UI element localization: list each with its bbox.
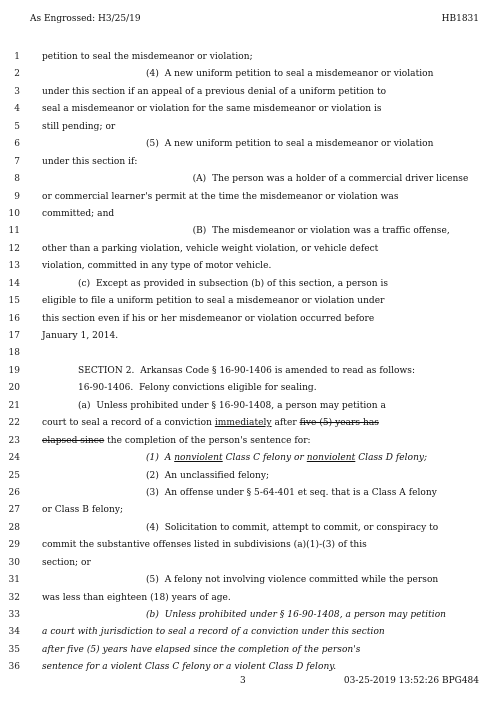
line-segment: Class C felony or bbox=[222, 453, 307, 464]
line-segment: under this section if an appeal of a previous denial of a uniform petition to bbox=[42, 86, 387, 97]
line-segment: 16-90-1406. Felony convictions eligible for sealing. bbox=[78, 383, 317, 394]
line-number: 20 bbox=[8, 383, 20, 394]
line-text bbox=[42, 66, 481, 83]
line-text bbox=[42, 223, 481, 240]
struck-text: five (5) years has bbox=[299, 418, 379, 429]
line-number: 3 bbox=[14, 86, 20, 97]
line-segment: eligible to file a uniform petition to seal a misdemeanor or violation under bbox=[42, 296, 385, 307]
line-segment: (a) Unless prohibited under § 16-90-1408, a person may petition a bbox=[78, 400, 386, 411]
line-number: 4 bbox=[14, 104, 20, 115]
line-number: 9 bbox=[14, 191, 20, 202]
line-number: 35 bbox=[8, 644, 20, 655]
line-text bbox=[42, 119, 481, 136]
line-text bbox=[42, 398, 481, 415]
line-segment: under this section if: bbox=[42, 156, 138, 167]
line-text bbox=[42, 450, 481, 467]
line-segment: (5) A felony not involving violence committed while the person bbox=[146, 575, 439, 586]
document-line bbox=[0, 206, 495, 223]
line-text bbox=[42, 311, 481, 328]
line-segment: violation, committed in any type of motor vehicle. bbox=[42, 261, 272, 272]
line-segment: still pending; or bbox=[42, 121, 116, 132]
line-number: 21 bbox=[8, 400, 20, 411]
line-text bbox=[42, 136, 481, 153]
line-text bbox=[42, 555, 481, 572]
line-number: 26 bbox=[8, 487, 20, 498]
document-line bbox=[0, 276, 495, 293]
line-text bbox=[42, 433, 481, 450]
line-segment: SECTION 2. Arkansas Code § 16-90-1406 is amended to read as follows: bbox=[78, 365, 416, 376]
line-segment: (4) Solicitation to commit, attempt to commit, or conspiracy to bbox=[146, 522, 439, 533]
line-text bbox=[42, 276, 481, 293]
document-line bbox=[0, 468, 495, 485]
line-text bbox=[42, 468, 481, 485]
document-line bbox=[0, 154, 495, 171]
line-number: 1 bbox=[14, 52, 20, 62]
document-line bbox=[0, 607, 495, 624]
line-number: 32 bbox=[8, 592, 20, 603]
document-line bbox=[0, 328, 495, 345]
line-segment: after five (5) years have elapsed since the completion of the person's bbox=[42, 644, 361, 655]
line-segment: (b) Unless prohibited under § 16-90-1408, a person may petition bbox=[146, 610, 447, 620]
document-line bbox=[0, 189, 495, 206]
line-segment: or commercial learner's permit at the time the misdemeanor or violation was bbox=[42, 191, 399, 202]
document-line bbox=[0, 450, 495, 467]
line-segment: or Class B felony; bbox=[42, 505, 124, 516]
document-line bbox=[0, 537, 495, 554]
document-line bbox=[0, 49, 495, 66]
line-number: 10 bbox=[8, 208, 20, 219]
line-text bbox=[42, 189, 481, 206]
line-segment: Class D felony; bbox=[355, 453, 428, 464]
line-text bbox=[42, 101, 481, 118]
line-number: 8 bbox=[14, 174, 20, 185]
line-segment: January 1, 2014. bbox=[42, 331, 119, 341]
line-text bbox=[42, 363, 481, 380]
document-line bbox=[0, 119, 495, 136]
document-line bbox=[0, 223, 495, 240]
document-line bbox=[0, 311, 495, 328]
line-text bbox=[42, 154, 481, 171]
line-text bbox=[42, 624, 481, 641]
line-number: 33 bbox=[8, 610, 20, 620]
document-line bbox=[0, 415, 495, 432]
line-number: 12 bbox=[8, 243, 20, 254]
document-line bbox=[0, 241, 495, 258]
document-line bbox=[0, 84, 495, 101]
line-text bbox=[42, 485, 481, 502]
line-number: 15 bbox=[8, 296, 20, 307]
line-number: 6 bbox=[14, 139, 20, 150]
document-line bbox=[0, 363, 495, 380]
line-number: 34 bbox=[8, 627, 20, 638]
line-number: 31 bbox=[8, 575, 20, 586]
line-number: 5 bbox=[14, 121, 20, 132]
line-number: 7 bbox=[14, 156, 20, 167]
line-number: 19 bbox=[8, 365, 20, 376]
line-text bbox=[42, 49, 481, 66]
line-segment: a court with jurisdiction to seal a record of a conviction under this section bbox=[42, 627, 385, 638]
line-segment: commit the substantive offenses listed in subdivisions (a)(1)-(3) of this bbox=[42, 540, 367, 551]
line-segment: (3) An offense under § 5-64-401 et seq. that is a Class A felony bbox=[146, 487, 437, 498]
inserted-text: nonviolent bbox=[306, 453, 356, 464]
document-line bbox=[0, 136, 495, 153]
inserted-text: nonviolent bbox=[174, 453, 223, 464]
line-text bbox=[42, 537, 481, 554]
line-number: 22 bbox=[8, 418, 20, 429]
line-number: 29 bbox=[8, 540, 20, 551]
document-line bbox=[0, 66, 495, 83]
line-text bbox=[42, 659, 481, 676]
document-line bbox=[0, 590, 495, 607]
line-number: 30 bbox=[8, 557, 20, 568]
line-text bbox=[42, 607, 481, 624]
footer-timestamp: 03-25-2019 13:52:26 BPG484 bbox=[343, 676, 479, 686]
document-line bbox=[0, 659, 495, 676]
line-segment: petition to seal the misdemeanor or violation; bbox=[42, 52, 253, 62]
line-segment: committed; and bbox=[42, 208, 115, 219]
document-line bbox=[0, 502, 495, 519]
document-line bbox=[0, 433, 495, 450]
line-text bbox=[42, 520, 481, 537]
line-number: 14 bbox=[8, 278, 20, 289]
line-text bbox=[42, 380, 481, 397]
document-line bbox=[0, 398, 495, 415]
document-body bbox=[0, 49, 495, 677]
line-number: 11 bbox=[8, 226, 20, 237]
line-segment: after bbox=[271, 418, 300, 429]
line-text bbox=[42, 572, 481, 589]
document-line bbox=[0, 171, 495, 188]
document-line bbox=[0, 624, 495, 641]
document-line bbox=[0, 293, 495, 310]
line-number: 25 bbox=[8, 470, 20, 481]
line-segment: section; or bbox=[42, 557, 91, 568]
line-segment: (2) An unclassified felony; bbox=[146, 470, 270, 481]
document-line bbox=[0, 520, 495, 537]
line-number: 2 bbox=[14, 69, 20, 80]
line-segment: (1) A bbox=[146, 453, 175, 464]
document-line bbox=[0, 380, 495, 397]
line-text bbox=[42, 258, 481, 275]
line-segment: sentence for a violent Class C felony or a violent Class D felony. bbox=[42, 662, 337, 673]
line-segment: (A) The person was a holder of a commercial driver license bbox=[146, 174, 469, 185]
line-text bbox=[42, 328, 481, 345]
line-number: 18 bbox=[8, 348, 20, 359]
header-engrossed-label: As Engrossed: H3/25/19 bbox=[30, 14, 141, 24]
document-line bbox=[0, 572, 495, 589]
line-text bbox=[42, 293, 481, 310]
line-number: 17 bbox=[8, 331, 20, 341]
line-number: 16 bbox=[8, 313, 20, 324]
document-line bbox=[0, 642, 495, 659]
document-line bbox=[0, 258, 495, 275]
line-text bbox=[42, 84, 481, 101]
line-text bbox=[42, 415, 481, 432]
line-text bbox=[42, 241, 481, 258]
line-text bbox=[42, 502, 481, 519]
line-number: 27 bbox=[8, 505, 20, 516]
line-segment: (5) A new uniform petition to seal a misdemeanor or violation bbox=[146, 139, 434, 150]
line-segment: the completion of the person's sentence for: bbox=[104, 435, 311, 446]
line-segment: (B) The misdemeanor or violation was a traffic offense, bbox=[146, 226, 450, 237]
document-line bbox=[0, 101, 495, 118]
struck-text: elapsed since bbox=[42, 435, 105, 446]
line-segment: this section even if his or her misdemeanor or violation occurred before bbox=[42, 313, 375, 324]
line-number: 36 bbox=[8, 662, 20, 673]
line-segment: was less than eighteen (18) years of age. bbox=[42, 592, 231, 603]
line-number: 13 bbox=[8, 261, 20, 272]
header-bill-number: HB1831 bbox=[441, 14, 479, 24]
line-text bbox=[42, 171, 481, 188]
line-text bbox=[42, 642, 481, 659]
document-line bbox=[0, 555, 495, 572]
document-line bbox=[0, 485, 495, 502]
line-text bbox=[42, 206, 481, 223]
line-segment: court to seal a record of a conviction bbox=[42, 418, 215, 429]
line-text bbox=[42, 590, 481, 607]
line-segment: seal a misdemeanor or violation for the same misdemeanor or violation is bbox=[42, 104, 382, 115]
line-number: 23 bbox=[8, 435, 20, 446]
page-number: 3 bbox=[240, 676, 246, 686]
line-number: 28 bbox=[8, 522, 20, 533]
inserted-text: immediately bbox=[214, 418, 272, 429]
line-segment: (c) Except as provided in subsection (b) of this section, a person is bbox=[78, 278, 389, 289]
document-line bbox=[0, 345, 495, 362]
line-segment: other than a parking violation, vehicle weight violation, or vehicle defect bbox=[42, 243, 379, 254]
line-segment: (4) A new uniform petition to seal a misdemeanor or violation bbox=[146, 69, 434, 80]
line-number: 24 bbox=[8, 453, 20, 464]
